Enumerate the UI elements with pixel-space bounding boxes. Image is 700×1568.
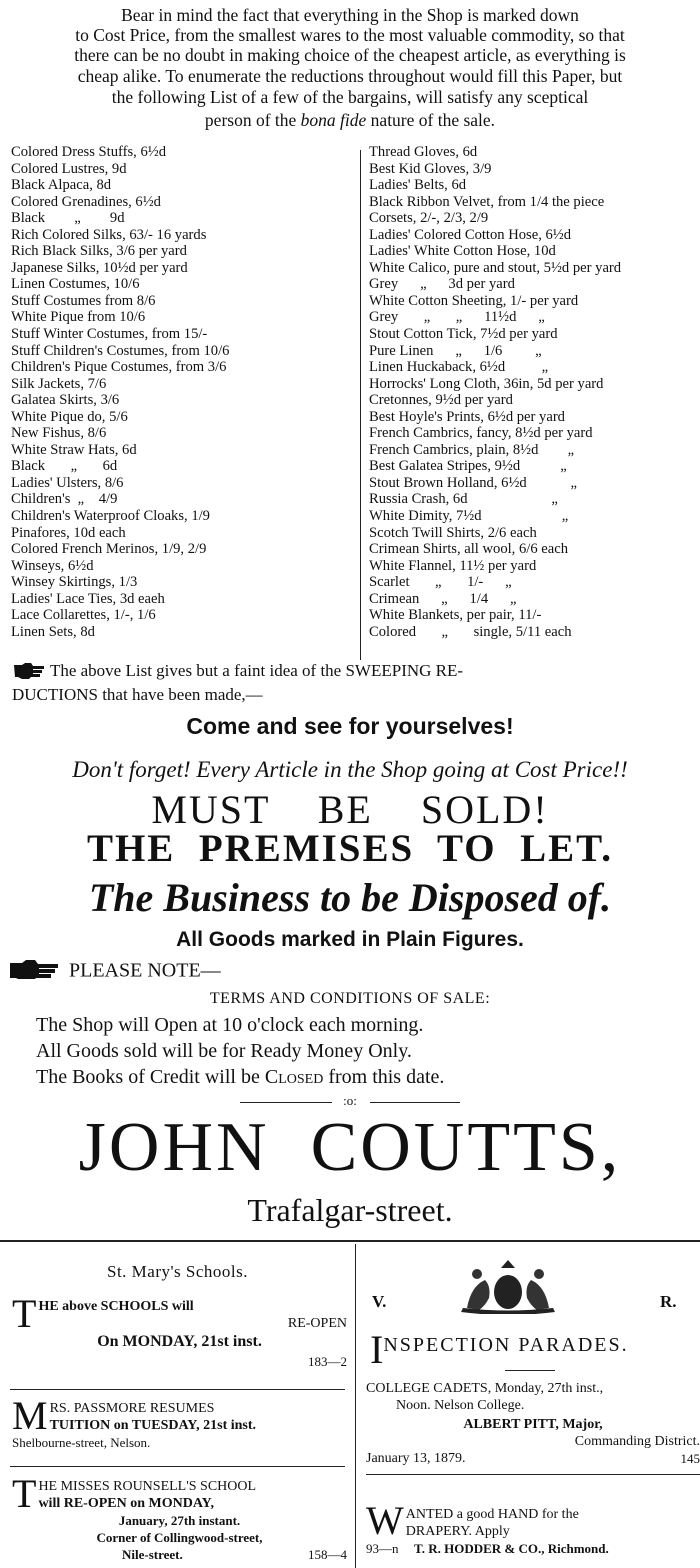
ad-line: will RE-OPEN on MONDAY, (38, 1496, 214, 1511)
list-item: White Pique from 10/6 (11, 309, 146, 326)
ad-ref: 183—2 (308, 1354, 347, 1369)
rounsell-ad (12, 1471, 347, 1563)
list-item: Lace Collarettes, 1/-, 1/6 (11, 607, 156, 624)
intro-line: there can be no doubt in making choice of the cheapest article, as everything is (74, 45, 626, 65)
drop-cap: M (12, 1393, 48, 1438)
list-item: Colored French Merinos, 1/9, 2/9 (11, 541, 207, 558)
intro-line: cheap alike. To enumerate the reductions throughout would fill this Paper, but (77, 66, 623, 86)
list-item: White Straw Hats, 6d (11, 441, 137, 458)
list-item: Ladies' Lace Ties, 3d eaeh (11, 590, 165, 607)
note-text: The above List gives but a faint idea of the SWEEPING RE- (49, 661, 464, 680)
please-note (8, 959, 221, 985)
list-item: Grey „ 3d per yard (369, 276, 515, 293)
list-item: Japanese Silks, 10½d per yard (11, 259, 188, 276)
ad-ref: 145 (680, 1451, 700, 1466)
list-item: French Cambrics, plain, 8½d „ (369, 441, 575, 458)
list-item: Colored Dress Stuffs, 6½d (11, 144, 166, 160)
drop-cap: T (12, 1471, 37, 1516)
st-marys-title: St. Mary's Schools. (106, 1262, 249, 1281)
list-item: Scarlet „ 1/- „ (369, 574, 512, 591)
inspection-title-text: NSPECTION PARADES. (383, 1334, 629, 1356)
ad-line: T. R. HODDER & CO., Richmond. (414, 1541, 609, 1556)
please-note-text: PLEASE NOTE— (69, 959, 221, 982)
rule-right (370, 1102, 460, 1103)
intro-text: nature of the sale. (366, 110, 496, 130)
drop-cap: W (366, 1498, 404, 1543)
list-item: Colored Lustres, 9d (11, 160, 127, 177)
condition-3 (36, 1066, 444, 1089)
list-item: New Fishus, 8/6 (11, 425, 107, 442)
condition-1: The Shop will Open at 10 o'clock each morning. (36, 1014, 424, 1036)
list-item: Best Kid Gloves, 3/9 (369, 160, 492, 177)
list-item: Cretonnes, 9½d per yard (369, 392, 513, 409)
intro-line: to Cost Price, from the smallest wares to the most valuable commodity, so that (75, 25, 625, 45)
divider-ornament: :o: (343, 1093, 357, 1108)
list-item: Ladies' White Cotton Hose, 10d (369, 243, 556, 260)
list-item: Rich Colored Silks, 63/- 16 yards (11, 226, 207, 243)
list-item: Stuff Costumes from 8/6 (11, 292, 156, 309)
list-item: Black „ 9d (11, 210, 125, 227)
drop-cap: I (370, 1327, 384, 1372)
list-item: Stuff Winter Costumes, from 15/- (11, 326, 208, 343)
condition-2: All Goods sold will be for Ready Money Only. (36, 1040, 412, 1062)
v-letter: V. (372, 1292, 387, 1311)
short-rule (505, 1370, 555, 1371)
list-item: Linen Costumes, 10/6 (11, 276, 140, 293)
st-marys-ad (12, 1291, 347, 1370)
business-disposed: The Business to be Disposed of. (88, 875, 612, 920)
ad-line: HE MISSES ROUNSELL'S SCHOOL (38, 1479, 257, 1494)
intro-line: Bear in mind the fact that everything in the Shop is marked down (121, 5, 579, 25)
passmore-ad (12, 1393, 347, 1451)
list-item: White Cotton Sheeting, 1/- per yard (369, 292, 579, 309)
list-item: Thread Gloves, 6d (369, 144, 478, 160)
section-rule (0, 1240, 700, 1242)
list-item: Rich Black Silks, 3/6 per yard (11, 243, 187, 260)
ad-line: COLLEGE CADETS, Monday, 27th inst., (366, 1381, 604, 1396)
list-item: Silk Jackets, 7/6 (11, 375, 107, 392)
intro-text: person of the (204, 110, 301, 130)
list-item: Winseys, 6½d (11, 557, 94, 574)
list-item: French Cambrics, fancy, 8½d per yard (369, 425, 593, 442)
list-item: Pinafores, 10d each (11, 524, 126, 541)
must-be-sold: MUST BE SOLD! (151, 787, 549, 832)
list-item: Stout Cotton Tick, 7½d per yard (369, 326, 558, 343)
list-item: Best Hoyle's Prints, 6½d per yard (369, 408, 565, 425)
list-item: White Blankets, per pair, 11/- (369, 607, 542, 624)
column-divider (360, 150, 361, 660)
list-item: Winsey Skirtings, 1/3 (11, 574, 138, 591)
ad-line: RS. PASSMORE RESUMES (49, 1401, 215, 1416)
ad-line: TUITION on TUESDAY, 21st inst. (49, 1418, 257, 1433)
ad-ref: 158—4 (308, 1547, 347, 1562)
ad-line: ANTED a good HAND for the (405, 1507, 579, 1522)
list-item: Corsets, 2/-, 2/3, 2/9 (369, 210, 489, 227)
list-item: Scotch Twill Shirts, 2/6 each (369, 524, 537, 541)
bargain-list-left (11, 144, 356, 640)
note-text: DUCTIONS that have been made,— (12, 684, 263, 704)
inspection-ad (366, 1380, 700, 1467)
list-note (12, 660, 700, 705)
list-item: Linen Sets, 8d (11, 623, 95, 640)
intro-line: the following List of a few of the bargains, will satisfy any sceptical (111, 87, 589, 107)
list-item: Horrocks' Long Cloth, 36in, 5d per yard (369, 375, 604, 392)
r-letter: R. (660, 1292, 677, 1311)
list-item: White Dimity, 7½d „ (369, 508, 569, 525)
list-item: Linen Huckaback, 6½d „ (369, 359, 549, 376)
list-item: Ladies' Belts, 6d (369, 177, 467, 194)
intro-line (0, 109, 700, 131)
list-item: Children's Waterproof Cloaks, 1/9 (11, 508, 210, 525)
terms-heading: TERMS AND CONDITIONS OF SALE: (209, 990, 491, 1007)
ad-line: DRAPERY. Apply (405, 1524, 510, 1539)
list-item: Black Ribbon Velvet, from 1/4 the piece (369, 193, 605, 210)
ad-line: RE-OPEN (287, 1316, 347, 1331)
list-item: Black Alpaca, 8d (11, 177, 112, 194)
merchant-street: Trafalgar-street. (247, 1192, 453, 1228)
bargain-list-right (369, 144, 699, 640)
ad-line: Shelbourne-street, Nelson. (12, 1435, 151, 1450)
ad-rule (10, 1389, 345, 1390)
list-item: Crimean Shirts, all wool, 6/6 each (369, 541, 569, 558)
pointing-hand-icon (12, 661, 46, 684)
list-item: White Calico, pure and stout, 5½d per yard (369, 259, 622, 276)
list-item: Black „ 6d (11, 458, 118, 475)
ad-ref: 93—n (366, 1541, 399, 1556)
premises-to-let: THE PREMISES TO LET. (86, 827, 614, 870)
list-item: Galatea Skirts, 3/6 (11, 392, 120, 409)
list-item: Ladies' Ulsters, 8/6 (11, 474, 124, 491)
inspection-title (370, 1327, 700, 1372)
wanted-ad (366, 1498, 700, 1557)
pointing-hand-icon (8, 959, 64, 985)
list-item: Crimean „ 1/4 „ (369, 590, 517, 607)
list-item: Children's Pique Costumes, from 3/6 (11, 359, 227, 376)
condition-text: The Books of Credit will be (36, 1066, 265, 1088)
ad-line: Corner of Collingwood-street, (96, 1530, 263, 1545)
come-and-see: Come and see for yourselves! (186, 713, 514, 739)
condition-smallcaps: Closed (264, 1066, 324, 1088)
drop-cap: T (12, 1291, 37, 1336)
ad-line: On MONDAY, 21st inst. (97, 1333, 262, 1350)
list-item: Russia Crash, 6d „ (369, 491, 558, 508)
royal-coat-of-arms-icon (453, 1258, 563, 1319)
list-item: Colored Grenadines, 6½d (11, 193, 161, 210)
plain-figures: All Goods marked in Plain Figures. (176, 928, 524, 951)
list-item: Best Galatea Stripes, 9½d „ (369, 458, 567, 475)
list-item: Grey „ „ 11½d „ (369, 309, 545, 326)
list-item: Children's „ 4/9 (11, 491, 118, 508)
list-item: Stuff Children's Costumes, from 10/6 (11, 342, 230, 359)
ad-line: HE above SCHOOLS will (38, 1299, 194, 1314)
list-item: Stout Brown Holland, 6½d „ (369, 474, 577, 491)
merchant-name: JOHN COUTTS, (78, 1109, 622, 1186)
intro-italic: bona fide (300, 110, 367, 130)
ad-line: Nile-street. (122, 1547, 183, 1562)
rule-left (240, 1102, 332, 1103)
list-item: Colored „ single, 5/11 each (369, 623, 572, 640)
list-item: Ladies' Colored Cotton Hose, 6½d (369, 226, 572, 243)
ad-line: January, 27th instant. (118, 1513, 241, 1528)
ad-line: Noon. Nelson College. (396, 1398, 525, 1413)
list-item: White Pique do, 5/6 (11, 408, 128, 425)
condition-text: from this date. (323, 1066, 445, 1088)
ad-rule (366, 1474, 700, 1475)
list-item: Pure Linen „ 1/6 „ (369, 342, 542, 359)
ad-rule (10, 1466, 345, 1467)
ad-date: January 13, 1879. (366, 1451, 466, 1466)
ad-line: ALBERT PITT, Major, (463, 1417, 603, 1432)
ads-column-divider (355, 1244, 356, 1568)
ad-line: Commanding District. (574, 1434, 700, 1449)
dont-forget: Don't forget! Every Article in the Shop going at Cost Price!! (72, 757, 628, 782)
list-item: White Flannel, 11½ per yard (369, 557, 537, 574)
